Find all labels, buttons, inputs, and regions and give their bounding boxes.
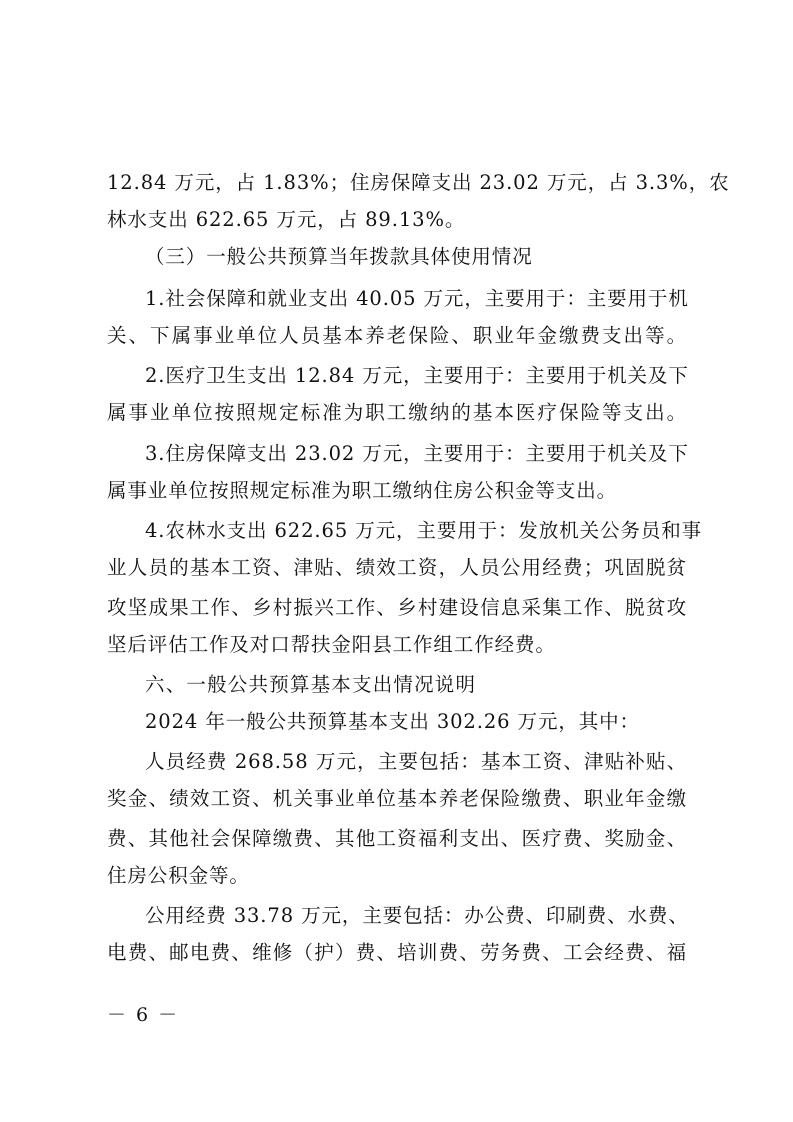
paragraph-line: 属事业单位按照规定标准为职工缴纳的基本医疗保险等支出。 (107, 401, 687, 424)
paragraph-line: 公用经费 33.78 万元，主要包括：办公费、印刷费、水费、 (145, 904, 689, 927)
paragraph-line: 攻坚成果工作、乡村振兴工作、乡村建设信息采集工作、脱贫攻 (107, 596, 687, 619)
section-subheading: （三）一般公共预算当年拨款具体使用情况 (145, 245, 533, 268)
paragraph-line: 2024 年一般公共预算基本支出 302.26 万元，其中： (145, 710, 640, 733)
paragraph-line: 费、其他社会保障缴费、其他工资福利支出、医疗费、奖励金、 (107, 827, 687, 850)
paragraph-line: 关、下属事业单位人员基本养老保险、职业年金缴费支出等。 (107, 324, 687, 347)
paragraph-line: 坚后评估工作及对口帮扶金阳县工作组工作经费。 (107, 633, 556, 656)
paragraph-line: 属事业单位按照规定标准为职工缴纳住房公积金等支出。 (107, 479, 618, 502)
paragraph-line: 住房公积金等。 (107, 864, 250, 887)
page-number: － 6 － (107, 1004, 180, 1026)
paragraph-line: 电费、邮电费、维修（护）费、培训费、劳务费、工会经费、福 (107, 941, 687, 964)
paragraph-line: 4.农林水支出 622.65 万元，主要用于：发放机关公务员和事 (145, 519, 703, 542)
section-heading: 六、一般公共预算基本支出情况说明 (145, 673, 477, 696)
paragraph-line: 人员经费 268.58 万元，主要包括：基本工资、津贴补贴、 (145, 750, 687, 773)
paragraph-line: 2.医疗卫生支出 12.84 万元，主要用于：主要用于机关及下 (145, 364, 689, 387)
paragraph-line: 12.84 万元，占 1.83%；住房保障支出 23.02 万元，占 3.3%，农 (107, 171, 730, 194)
paragraph-line: 1.社会保障和就业支出 40.05 万元，主要用于：主要用于机 (145, 287, 689, 310)
paragraph-line: 奖金、绩效工资、机关事业单位基本养老保险缴费、职业年金缴 (107, 787, 687, 810)
paragraph-line: 林水支出 622.65 万元，占 89.13%。 (107, 208, 466, 231)
paragraph-line: 3.住房保障支出 23.02 万元，主要用于：主要用于机关及下 (145, 442, 689, 465)
paragraph-line: 业人员的基本工资、津贴、绩效工资，人员公用经费；巩固脱贫 (107, 556, 687, 579)
